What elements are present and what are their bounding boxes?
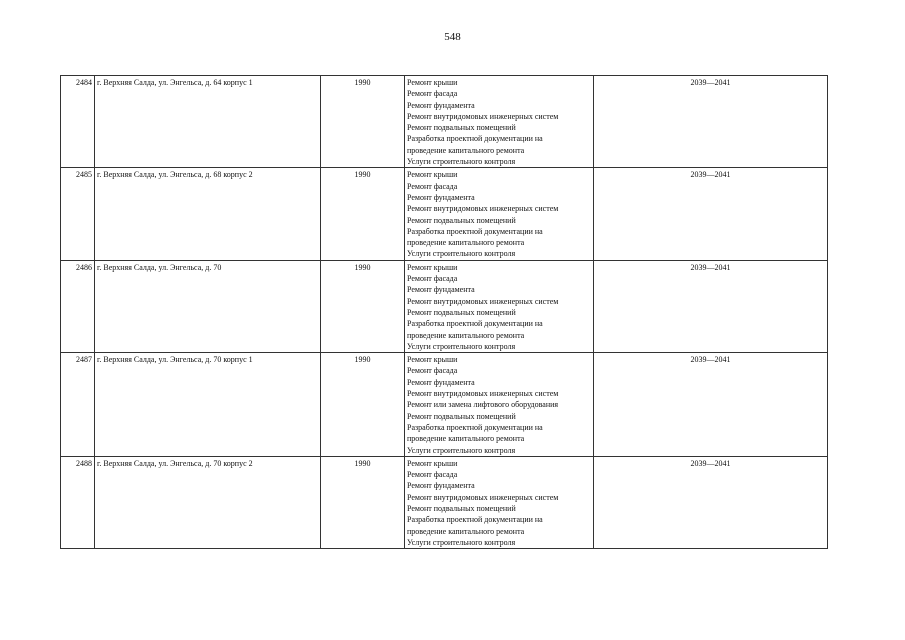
work-item: Ремонт подвальных помещений (407, 411, 516, 421)
work-item: проведение капитального ремонта (407, 238, 525, 248)
work-item: Услуги строительного контроля (407, 157, 516, 167)
work-item: Ремонт крыши (407, 78, 458, 87)
work-item: Ремонт фасада (407, 274, 458, 284)
construction-year: 1990 (321, 76, 405, 168)
repair-works (405, 456, 594, 548)
work-item: Ремонт внутридомовых инженерных систем (407, 111, 559, 121)
construction-year: 1990 (321, 353, 405, 457)
table-row (61, 353, 828, 457)
work-item: Ремонт фасада (407, 470, 458, 480)
work-item: Ремонт фундамента (407, 377, 475, 387)
work-item: Разработка проектной документации на (407, 134, 543, 144)
capital-repair-table (60, 75, 828, 549)
work-item: Ремонт подвальных помещений (407, 503, 516, 513)
work-item: Ремонт внутридомовых инженерных систем (407, 296, 559, 306)
building-address: г. Верхняя Салда, ул. Энгельса, д. 70 (95, 260, 321, 352)
row-number: 2486 (61, 260, 95, 352)
work-item: Ремонт фундамента (407, 192, 475, 202)
work-item: Ремонт подвальных помещений (407, 307, 516, 317)
building-address: г. Верхняя Салда, ул. Энгельса, д. 70 корпус 1 (95, 353, 321, 457)
work-item: проведение капитального ремонта (407, 434, 525, 444)
work-item: Ремонт фасада (407, 181, 458, 191)
table-row (61, 260, 828, 352)
table-row (61, 76, 828, 168)
repair-works (405, 260, 594, 352)
repair-period: 2039—2041 (594, 353, 828, 457)
repair-period: 2039—2041 (594, 260, 828, 352)
work-item: Ремонт внутридомовых инженерных систем (407, 204, 559, 214)
work-item: Ремонт внутридомовых инженерных систем (407, 492, 559, 502)
row-number: 2484 (61, 76, 95, 168)
work-item: Ремонт крыши (407, 355, 458, 365)
work-item: Ремонт крыши (407, 262, 458, 272)
building-address: г. Верхняя Салда, ул. Энгельса, д. 64 корпус 1 (95, 76, 321, 168)
construction-year: 1990 (321, 456, 405, 548)
work-item: Ремонт крыши (407, 170, 458, 180)
building-address: г. Верхняя Салда, ул. Энгельса, д. 70 корпус 2 (95, 456, 321, 548)
work-item: Ремонт фасада (407, 366, 458, 376)
work-item: Ремонт внутридомовых инженерных систем (407, 389, 559, 399)
work-item: проведение капитального ремонта (407, 526, 525, 536)
construction-year: 1990 (321, 168, 405, 260)
work-item: Ремонт или замена лифтового оборудования (407, 400, 559, 410)
work-item: Разработка проектной документации на (407, 319, 543, 329)
repair-period: 2039—2041 (594, 76, 828, 168)
work-item: Услуги строительного контроля (407, 445, 516, 455)
building-address: г. Верхняя Салда, ул. Энгельса, д. 68 корпус 2 (95, 168, 321, 260)
work-item: Услуги строительного контроля (407, 249, 516, 259)
work-item: Разработка проектной документации на (407, 515, 543, 525)
work-item: Ремонт подвальных помещений (407, 215, 516, 225)
repair-period: 2039—2041 (594, 168, 828, 260)
repair-works (405, 168, 594, 260)
repair-works (405, 76, 594, 168)
work-item: Ремонт фасада (407, 89, 458, 99)
work-item: Ремонт подвальных помещений (407, 123, 516, 133)
work-item: проведение капитального ремонта (407, 330, 525, 340)
table-row (61, 456, 828, 548)
row-number: 2485 (61, 168, 95, 260)
work-item: Услуги строительного контроля (407, 341, 516, 351)
repair-period: 2039—2041 (594, 456, 828, 548)
work-item: Услуги строительного контроля (407, 537, 516, 547)
work-item: проведение капитального ремонта (407, 145, 525, 155)
row-number: 2487 (61, 353, 95, 457)
work-item: Разработка проектной документации на (407, 226, 543, 236)
table-row (61, 168, 828, 260)
repair-works (405, 353, 594, 457)
work-item: Ремонт крыши (407, 458, 458, 468)
page-number: 548 (444, 31, 461, 43)
construction-year: 1990 (321, 260, 405, 352)
row-number: 2488 (61, 456, 95, 548)
table-body (61, 76, 828, 549)
work-item: Ремонт фундамента (407, 100, 475, 110)
work-item: Ремонт фундамента (407, 481, 475, 491)
work-item: Ремонт фундамента (407, 285, 475, 295)
work-item: Разработка проектной документации на (407, 422, 543, 432)
